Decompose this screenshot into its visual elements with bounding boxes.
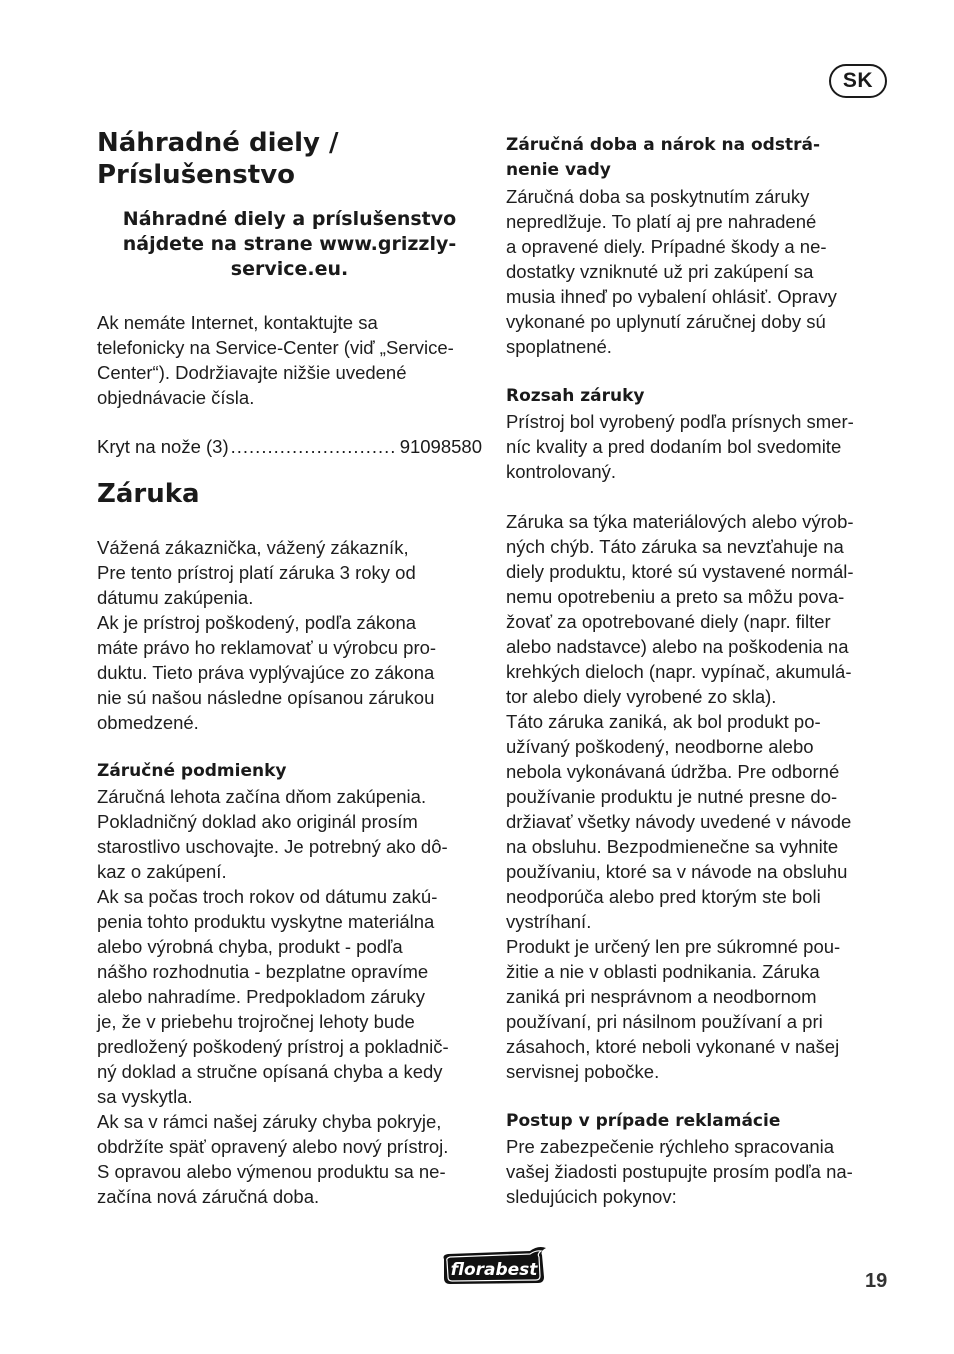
dot-leader: [231, 434, 398, 459]
order-item-number: 91098580: [399, 436, 482, 457]
warranty-intro-text: Vážená zákaznička, vážený zákazník, Pre tento prístroj platí záruka 3 roky od dátumu zakúpenia. Ak je prístroj poškodený, podľa zákona máte právo ho reklamovať u výrobcu pro- duktu. Tieto práva vyplývajúce zo zákona nie sú našou následne opísanou zárukou obmedzené.: [97, 537, 437, 733]
heading-warranty-period: Záručná doba a nárok na odstrá- nenie vady: [506, 135, 821, 180]
order-item-label: Kryt na nože (3): [97, 436, 229, 457]
heading-warranty-conditions: Záručné podmienky: [97, 761, 287, 781]
claim-procedure-text: Pre zabezpečenie rýchleho spracovania vašej žiadosti postupujte prosím podľa na- sledujúcich pokynov:: [506, 1136, 853, 1207]
heading-warranty-scope: Rozsah záruky: [506, 386, 645, 406]
heading-warranty: Záruka: [97, 479, 200, 509]
page-number: 19: [865, 1270, 888, 1292]
florabest-logo-graphic: [438, 1245, 550, 1287]
spare-parts-lead: Náhradné diely a príslušenstvo nájdete na strane www.grizzly- service.eu.: [122, 208, 457, 280]
order-number-row: [97, 434, 482, 459]
heading-claim-procedure: Postup v prípade reklamácie: [506, 1111, 781, 1131]
internet-contact-text: Ak nemáte Internet, kontaktujte sa telefonicky na Service-Center (viď „Service- Center“). Dodržiavajte nižšie uvedené objednávacie čísla.: [97, 312, 454, 408]
logo-text: florabest: [450, 1260, 538, 1280]
warranty-conditions-text: Záručná lehota začína dňom zakúpenia. Pokladničný doklad ako originál prosím starostlivo uschovajte. Je potrebný ako dô- kaz o zakúpení. Ak sa počas troch rokov od dátumu zakú- penia tohto produktu vyskytne materiálna alebo výrobná chyba, produkt - podľa nášho rozhodnutia - bezplatne opravíme alebo nahradíme. Predpokladom záruky je, že v priebehu trojročnej lehoty bude predložený poškodený prístroj a pokladnič- ný doklad a stručne opísaná chyba a kedy sa vyskytla. Ak sa v rámci našej záruky chyba pokryje, obdržíte späť opravený alebo nový prístroj. S opravou alebo výmenou produktu sa ne- začína nová záručná doba.: [97, 786, 449, 1207]
heading-spare-parts: Náhradné diely / Príslušenstvo: [97, 128, 339, 190]
warranty-scope-text-1: Prístroj bol vyrobený podľa prísnych smer- níc kvality a pred dodaním bol svedomite kontrolovaný.: [506, 411, 854, 482]
language-badge: SK: [829, 64, 887, 98]
florabest-logo: [438, 1245, 550, 1287]
warranty-scope-text-2: Záruka sa týka materiálových alebo výrob- ných chýb. Táto záruka sa nevzťahuje na diely produktu, ktoré sú vystavené normál- nemu opotrebeniu a preto sa môžu pova- žovať za opotrebované diely (napr. filter alebo nadstavce) alebo na poškodenia na krehkých dieloch (napr. vypínač, akumulá- tor alebo diely vyrobené zo skla). Táto záruka zaniká, ak bol produkt po- užívaný poškodený, neodborne alebo nebola vykonávaná údržba. Pre odborné používanie produktu je nutné presne do- držiavať všetky návody uvedené v návode na obsluhu. Bezpodmienečne sa vyhnite používaniu, ktoré sa v návode na obsluhu neodporúča alebo pred ktorým ste boli vystríhaní. Produkt je určený len pre súkromné pou- žitie a nie v oblasti podnikania. Záruka zaniká pri nesprávnom a neodbornom používaní, pri násilnom používaní a pri zásahoch, ktoré neboli vykonané v našej servisnej pobočke.: [506, 511, 854, 1082]
warranty-period-text: Záručná doba sa poskytnutím záruky nepredlžuje. To platí aj pre nahradené a opravené diely. Prípadné škody a ne- dostatky vzniknuté už pri zakúpení sa musia ihneď po vybalení ohlásiť. Opravy vykonané po uplynutí záručnej doby sú spoplatnené.: [506, 186, 837, 357]
